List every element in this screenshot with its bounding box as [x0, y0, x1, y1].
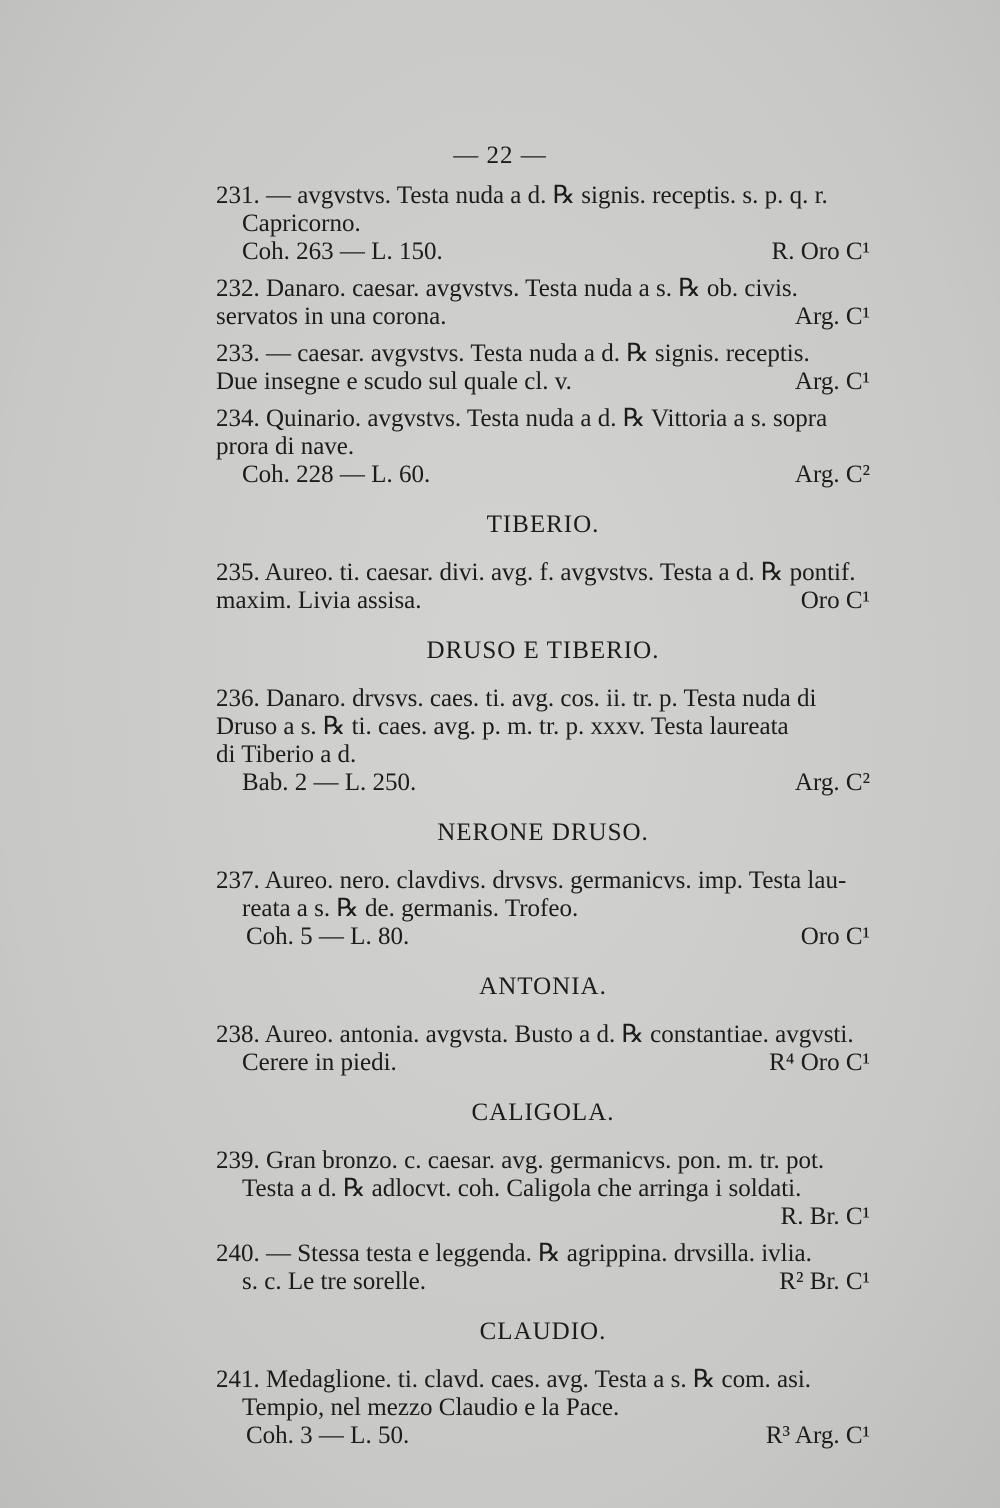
entry-234-reference: Coh. 228 — L. 60.: [242, 461, 431, 488]
section-heading-caligola: CALIGOLA.: [471, 1099, 615, 1126]
entry-233-grade: Arg. C¹: [794, 368, 870, 395]
entry-234-text-1: Quinario. avgvstvs. Testa nuda a d. ℞ Vittoria a s. sopra: [266, 405, 828, 432]
catalogue-entry-240: 240. — Stessa testa e leggenda. ℞ agrippina. drvsilla. ivlia. s. c. Le tre sorelle. R² Br. C¹: [216, 1240, 870, 1295]
entry-232-grade: Arg. C¹: [794, 303, 870, 330]
entry-241-text-1: Medaglione. ti. clavd. caes. avg. Testa a s. ℞ com. asi.: [266, 1366, 812, 1393]
entry-237-grade: Oro C¹: [800, 923, 870, 950]
catalogue-entry-235: 235. Aureo. ti. caesar. divi. avg. f. avgvstvs. Testa a d. ℞ pontif. maxim. Livia assisa. Oro C¹: [216, 559, 870, 614]
entry-240-grade: R² Br. C¹: [779, 1268, 870, 1295]
entry-238-text-2: Cerere in piedi.: [242, 1049, 397, 1076]
entry-231-grade: R. Oro C¹: [771, 238, 870, 265]
entry-239-text-2: Testa a d. ℞ adlocvt. coh. Caligola che arringa i soldati.: [242, 1175, 802, 1202]
entry-237-text-1: Aureo. nero. clavdivs. drvsvs. germanicvs. imp. Testa lau-: [264, 867, 847, 894]
entry-238-grade: R⁴ Oro C¹: [769, 1049, 870, 1076]
section-heading-tiberio: TIBERIO.: [486, 511, 600, 538]
entry-233-text-2: Due insegne e scudo sul quale cl. v.: [216, 368, 572, 395]
catalogue-entry-236: 236. Danaro. drvsvs. caes. ti. avg. cos. ii. tr. p. Testa nuda di Druso a s. ℞ ti. caes. avg. p. m. tr. p. xxxv. Testa laureata di Tiberio a d. Bab. 2 — L. 250. Arg. C²: [216, 685, 870, 796]
section-heading-claudio: CLAUDIO.: [479, 1318, 607, 1345]
catalogue-entry-241: 241. Medaglione. ti. clavd. caes. avg. Testa a s. ℞ com. asi. Tempio, nel mezzo Claudio e la Pace. Coh. 3 — L. 50. R³ Arg. C¹: [216, 1366, 870, 1449]
entry-238-text-1: Aureo. antonia. avgvsta. Busto a d. ℞ constantiae. avgvsti.: [264, 1021, 854, 1048]
entry-239-text-1: Gran bronzo. c. caesar. avg. germanicvs. pon. m. tr. pot.: [266, 1147, 825, 1174]
entry-240-text-2: s. c. Le tre sorelle.: [242, 1268, 426, 1295]
entry-236-grade: Arg. C²: [794, 769, 870, 796]
entry-234-grade: Arg. C²: [794, 461, 870, 488]
entry-231-line-1: 231. — avgvstvs. Testa nuda a d. ℞ signis. receptis. s. p. q. r.: [216, 182, 828, 209]
entry-234-text-2: prora di nave.: [216, 433, 355, 460]
entry-232-text-1: Danaro. caesar. avgvstvs. Testa nuda a s. ℞ ob. civis.: [266, 275, 798, 302]
entry-236-text-2: Druso a s. ℞ ti. caes. avg. p. m. tr. p. xxxv. Testa laureata: [216, 713, 789, 740]
entry-233-text-1: — caesar. avgvstvs. Testa nuda a d. ℞ signis. receptis.: [266, 340, 810, 367]
entry-235-grade: Oro C¹: [800, 587, 870, 614]
catalogue-entry-237: 237. Aureo. nero. clavdivs. drvsvs. germanicvs. imp. Testa lau- reata a s. ℞ de. germanis. Trofeo. Coh. 5 — L. 80. Oro C¹: [216, 867, 870, 950]
entry-237-reference: Coh. 5 — L. 80.: [246, 923, 410, 950]
catalogue-entry-231: [216, 182, 870, 266]
section-heading-nerone-druso: NERONE DRUSO.: [437, 819, 649, 846]
page-number: — 22 —: [453, 142, 547, 169]
entry-240-text-1: — Stessa testa e leggenda. ℞ agrippina. drvsilla. ivlia.: [266, 1240, 812, 1267]
entry-231-reference: Coh. 263 — L. 150.: [242, 238, 443, 265]
catalogue-entry-233: 233. — caesar. avgvstvs. Testa nuda a d. ℞ signis. receptis. Due insegne e scudo sul quale cl. v. Arg. C¹: [216, 340, 870, 395]
entry-241-grade: R³ Arg. C¹: [765, 1422, 870, 1449]
entry-231-text-1: — avgvstvs. Testa nuda a d. ℞ signis. receptis. s. p. q. r.: [266, 182, 828, 209]
entry-236-text-3: di Tiberio a d.: [216, 741, 357, 768]
entry-237-text-2: reata a s. ℞ de. germanis. Trofeo.: [242, 895, 579, 922]
entry-231-text-2: Capricorno.: [242, 210, 361, 237]
catalogue-entry-234: 234. Quinario. avgvstvs. Testa nuda a d. ℞ Vittoria a s. sopra prora di nave. Coh. 228 — L. 60. Arg. C²: [216, 405, 870, 488]
entry-239-grade: R. Br. C¹: [780, 1203, 870, 1230]
catalogue-entry-232: 232. Danaro. caesar. avgvstvs. Testa nuda a s. ℞ ob. civis. servatos in una corona. Arg. C¹: [216, 275, 870, 330]
entry-241-text-2: Tempio, nel mezzo Claudio e la Pace.: [242, 1394, 620, 1421]
catalogue-entry-239: 239. Gran bronzo. c. caesar. avg. germanicvs. pon. m. tr. pot. Testa a d. ℞ adlocvt. coh. Caligola che arringa i soldati. R. Br. C¹: [216, 1147, 870, 1230]
entry-235-text-1: Aureo. ti. caesar. divi. avg. f. avgvstvs. Testa a d. ℞ pontif.: [264, 559, 856, 586]
entry-235-text-2: maxim. Livia assisa.: [216, 587, 422, 614]
entry-232-text-2: servatos in una corona.: [216, 303, 447, 330]
catalogue-entry-238: 238. Aureo. antonia. avgvsta. Busto a d. ℞ constantiae. avgvsti. Cerere in piedi. R⁴ Oro C¹: [216, 1021, 870, 1076]
entry-236-reference: Bab. 2 — L. 250.: [242, 769, 417, 796]
section-heading-druso-e-tiberio: DRUSO E TIBERIO.: [426, 637, 660, 664]
entry-236-text-1: Danaro. drvsvs. caes. ti. avg. cos. ii. tr. p. Testa nuda di: [266, 685, 817, 712]
section-heading-antonia: ANTONIA.: [479, 973, 607, 1000]
entry-241-reference: Coh. 3 — L. 50.: [246, 1422, 410, 1449]
catalogue-text: [216, 182, 870, 1459]
